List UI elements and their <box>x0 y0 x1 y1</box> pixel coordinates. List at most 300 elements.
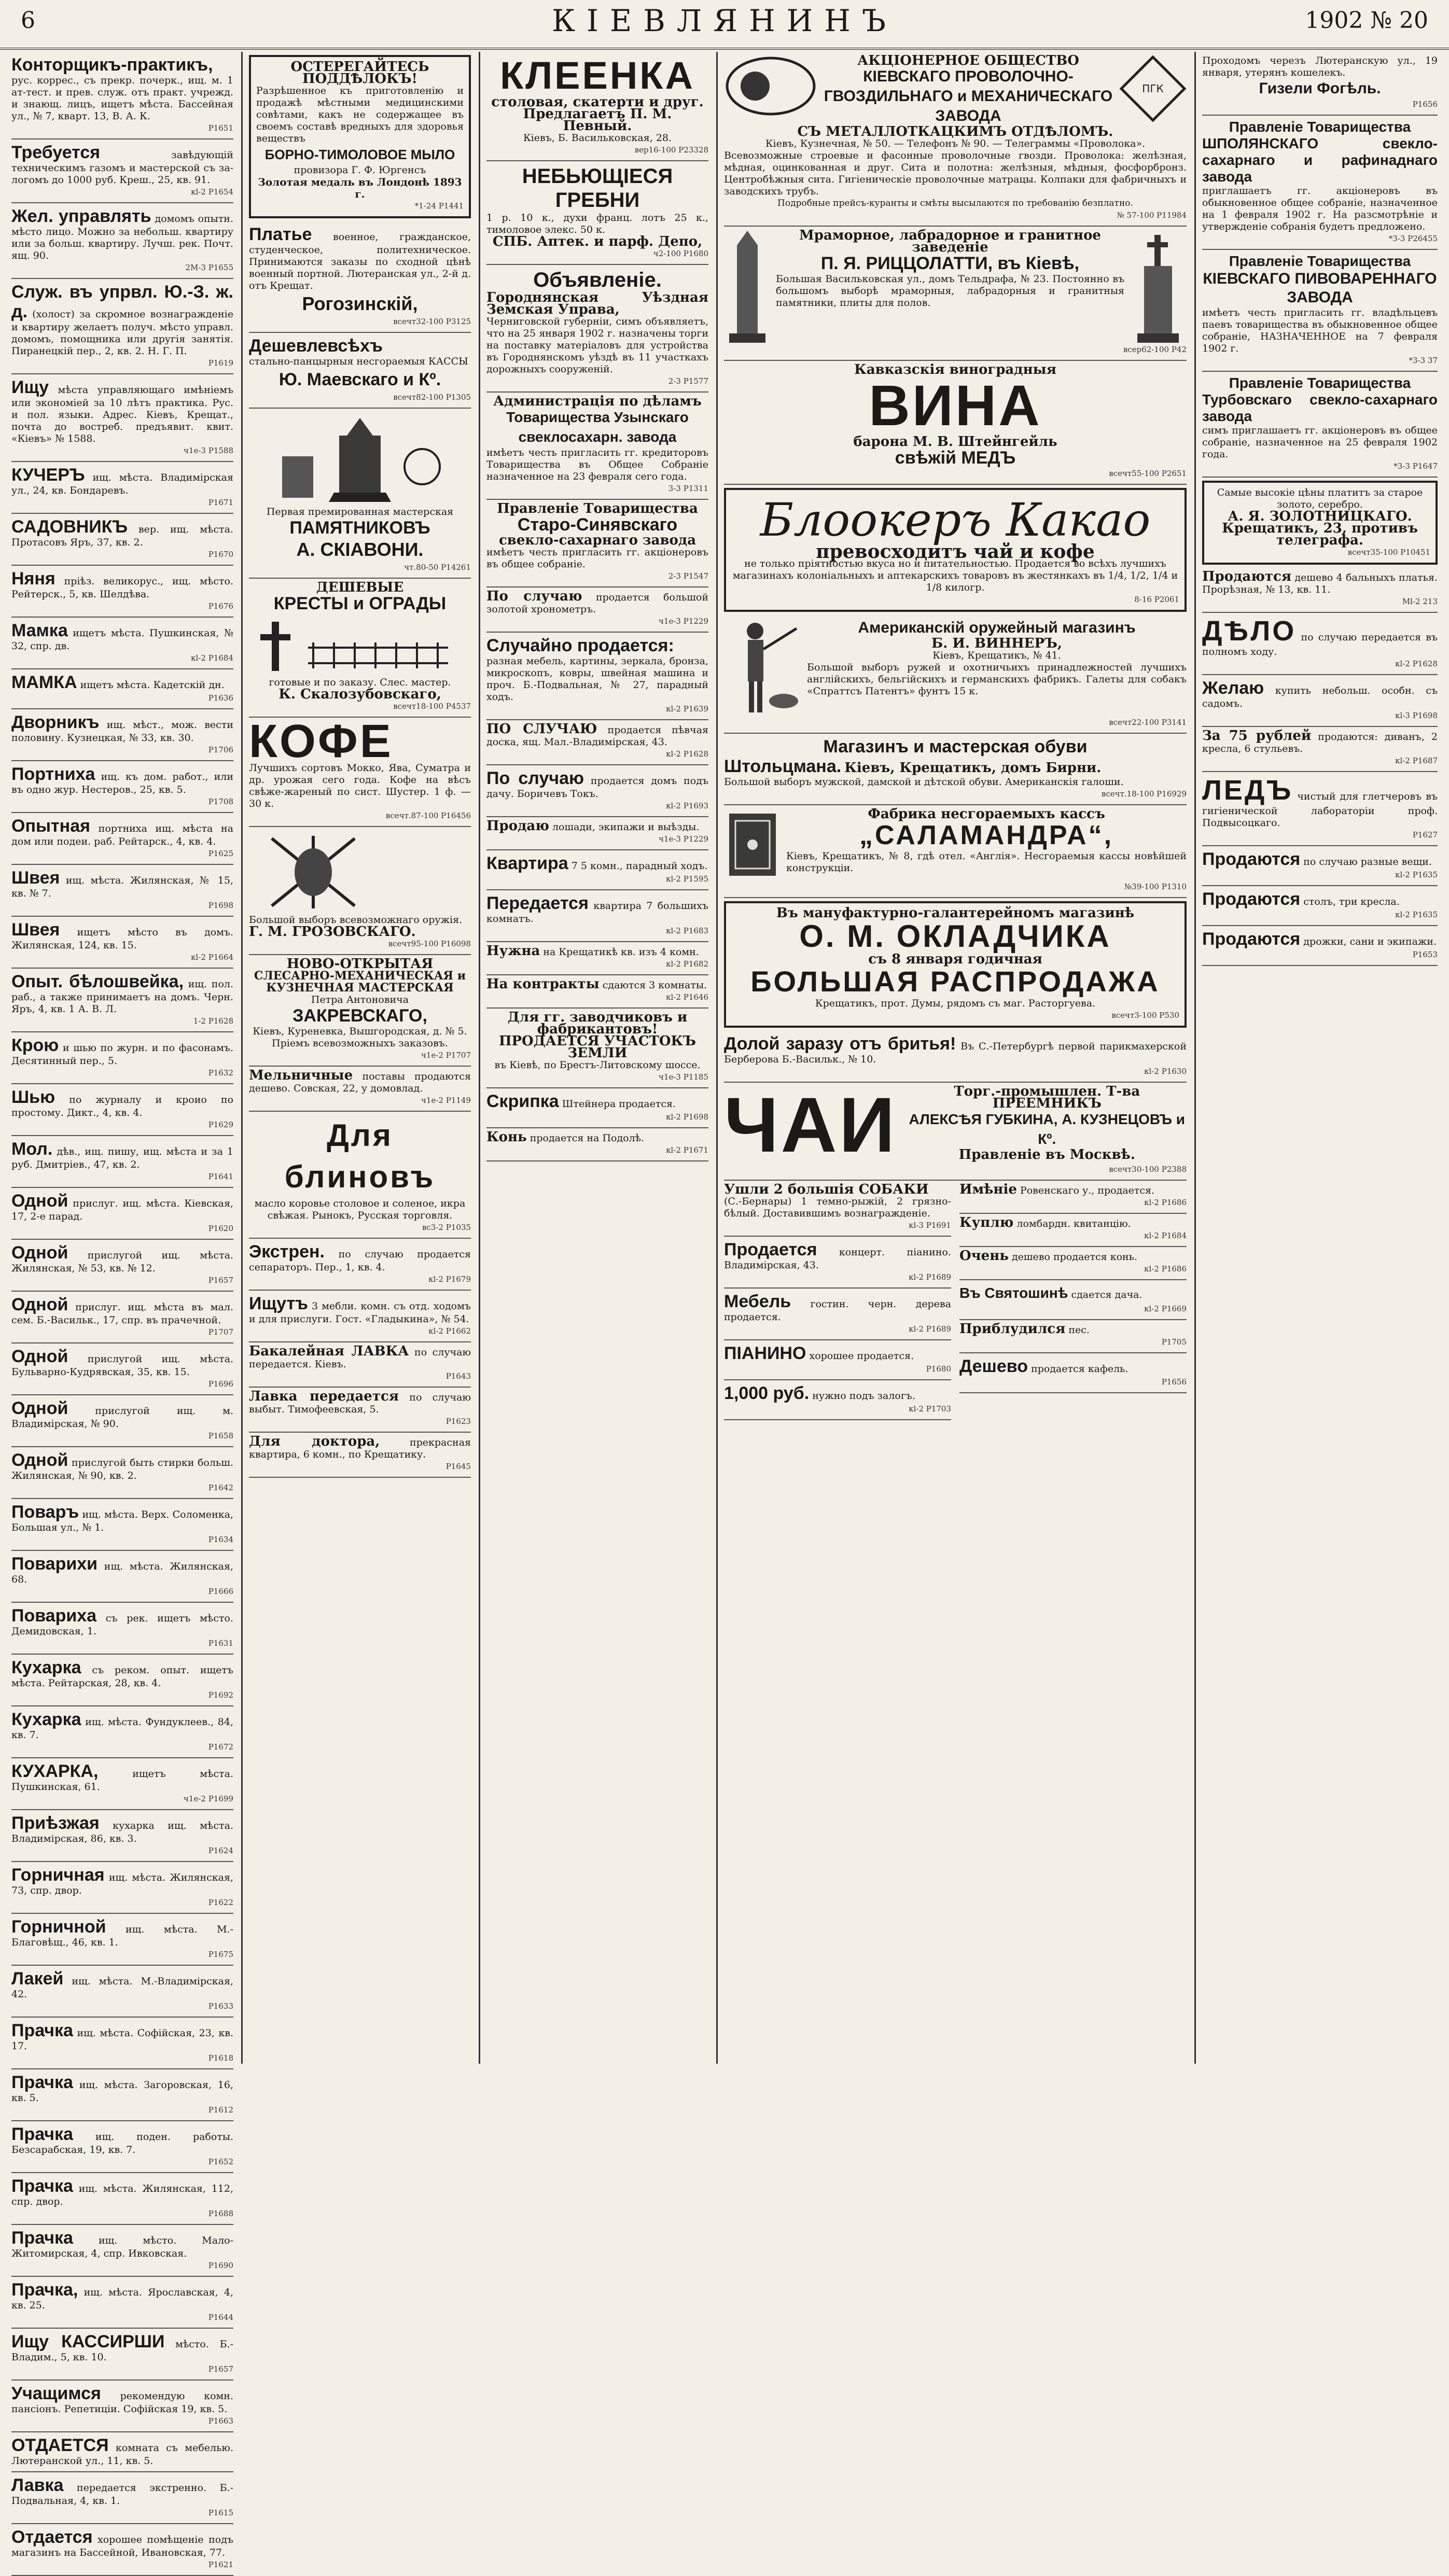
ad-name: Штольцмана. <box>724 757 842 776</box>
ad-code: всечт.18-100 Р16929 <box>1101 789 1187 799</box>
ad-owner: Петра Антоновича <box>311 994 409 1005</box>
ad-maker: барона М. В. Штейнгейль <box>853 434 1057 450</box>
ad-text: продается пѣвчая доска, ящ. Мал.-Владимірская, 43. <box>486 724 708 748</box>
ad-head: Горничная <box>11 1865 105 1885</box>
ad-text: чистый для глетчеровъ въ гигіенической лабораторіи проф. Подвысоцкаго. <box>1202 791 1438 829</box>
prodaetsya-ad <box>724 1237 951 1289</box>
zavod-ad <box>486 1009 708 1088</box>
weapons-illustration <box>249 833 471 911</box>
classified-ad <box>11 374 233 462</box>
ad-text: продается большой золотой хронометръ. <box>486 592 709 615</box>
classified-ad <box>11 1240 233 1292</box>
ad-addr: Кіевъ, Крещатикъ, № 41. <box>932 650 1061 661</box>
ad-text: ищ. мѣста. Загоровская, 16, кв. 5. <box>11 2079 233 2104</box>
ad-product: БОРНО-ТИМОЛОВОЕ МЫЛО <box>264 147 455 162</box>
factory-emblem-icon <box>724 55 817 117</box>
ad-text: ищ. мѣста. Фундуклеев., 84, кв. 7. <box>11 1716 233 1741</box>
monument-left-illustration <box>724 230 771 344</box>
ad-name: Рогозинскій, <box>302 293 418 314</box>
workshop-ad <box>249 955 471 1067</box>
ad-code: кl-2 Р1684 <box>1144 1231 1187 1240</box>
ad-code: 2М-3 Р1655 <box>185 263 233 272</box>
ad-text: готовые и по заказу. Слес. мастер. <box>269 677 451 688</box>
ad-head: Передается <box>486 893 589 913</box>
mill-ad <box>249 1067 471 1112</box>
ad-head: Служ. въ упрвл. Ю.-З. ж. д. <box>11 282 233 321</box>
ad-text: прислуг. ищ. мѣста. Кіевская, 17, 2-е парад. <box>11 1198 233 1222</box>
okladchik-ad <box>724 901 1187 1028</box>
classified-ad <box>11 1603 233 1655</box>
classified-ad <box>11 203 233 279</box>
ad-head: ДѢЛО <box>1202 615 1297 647</box>
ad-text: военное, гражданское, студенческое, политехническое. Принимаются заказы по сходной цѣнѣ военный портной. Лютеранская ул., 2-й д. отъ Крещат. <box>249 231 471 291</box>
classified-ad <box>11 1810 233 1862</box>
marble-ad <box>724 227 1187 361</box>
kon-ad <box>486 1128 708 1161</box>
ad-code: кl-2 Р1679 <box>428 1275 471 1284</box>
ad-text: масло коровье столовое и соленое, икра свѣжая. Рынокъ, Русская торговля. <box>254 1198 466 1221</box>
ad-text: ищ. къ дом. работ., или въ одно жур. Нестеров., 25, кв. 5. <box>11 771 233 795</box>
mebel-ad <box>724 1289 951 1340</box>
monument-illustration <box>249 415 471 503</box>
ad-text: продается домъ подъ дачу. Боричевъ Токъ. <box>486 775 708 800</box>
ad-code: Р1615 <box>208 2508 233 2517</box>
ad-head: Продаются <box>1202 569 1292 584</box>
ad-head: Скрипка <box>486 1091 559 1111</box>
ad-head: Одной <box>11 1191 68 1211</box>
ad-code: кl-2 Р1687 <box>1395 756 1438 765</box>
ad-head: Американскій оружейный магазинъ <box>858 619 1136 636</box>
ad-head: ЛЕДЪ <box>1202 775 1293 806</box>
ad-code: Р1642 <box>208 1483 233 1492</box>
ad-code: Р1636 <box>208 693 233 703</box>
ad-code: кl-2 Р1683 <box>666 926 708 935</box>
ad-place: Правленіе въ Москвѣ. <box>958 1147 1135 1163</box>
column-rule <box>241 52 243 2064</box>
classified-ad <box>11 1292 233 1343</box>
ad-text: домомъ опытн. мѣсто лицо. Можно за небольш. квартиру или за больш. квартиру. Лучш. рек. Почт. ящ. 90. <box>11 213 233 261</box>
ad-head: Продаю <box>486 818 549 834</box>
ad-code: Р1653 <box>1412 950 1438 959</box>
hunter-with-dog-illustration <box>724 618 802 717</box>
ad-text: ищ. мѣста. М.-Владимірская, 42. <box>11 1976 233 2000</box>
ad-head: Дешево <box>959 1356 1028 1376</box>
classified-ad <box>11 52 233 139</box>
ad-head: Жел. управлять <box>11 206 151 226</box>
delo-ad <box>1202 613 1438 675</box>
ad-head: Платье <box>249 225 312 244</box>
ad-code: кl-2 Р1630 <box>1144 1067 1187 1076</box>
ad-tagline: превосходитъ чай и кофе <box>816 541 1095 563</box>
ad-text: продается кафель. <box>1031 1363 1128 1375</box>
ad-code: Р1690 <box>208 2261 233 2270</box>
ad-text: ищетъ мѣсто въ домъ. Жилянская, 124, кв. 15. <box>11 927 233 951</box>
ad-code: всечт82-100 Р1305 <box>393 393 471 402</box>
ad-head: Для блиновъ <box>284 1118 436 1194</box>
ad-text: съ реком. опыт. ищетъ мѣста. Рейтарская, 28, кв. 4. <box>11 1664 233 1689</box>
ad-text: лошади, экипажи и выѣзды. <box>552 821 700 833</box>
ad-head: Дешевлевсѣхъ <box>249 336 383 356</box>
classified-ad <box>11 279 233 374</box>
ad-head: Няня <box>11 569 55 589</box>
ad-head: Одной <box>11 1450 68 1470</box>
ad-head: Экстрен. <box>249 1242 325 1262</box>
ad-code: кl-2 Р1628 <box>666 749 708 759</box>
deshevo-ad <box>959 1353 1187 1393</box>
classified-ad <box>11 2329 233 2381</box>
ad-text: продается на Подолѣ. <box>530 1132 645 1144</box>
ad-title: ДЕШЕВЫЕ <box>316 580 404 595</box>
ad-code: кl-2 Р1669 <box>1144 1304 1187 1313</box>
classified-ad <box>11 969 233 1032</box>
ad-head: Портниха <box>11 764 95 784</box>
ad-text: имѣетъ честь пригласить гг. владѣльцевъ паевъ товарищества въ обыкновенное общее собраніе, НАЗНАЧЕННОЕ на 7 февраля 1902 г. <box>1202 307 1438 354</box>
imenie-ad <box>959 1181 1187 1214</box>
lavka-ad <box>249 1388 471 1433</box>
ad-code: кl-2 Р1689 <box>909 1272 951 1282</box>
ad-head: Поваръ <box>11 1502 79 1522</box>
issue-number: 1902 № 20 <box>1305 7 1428 34</box>
ad-text: рекомендую комн. пансіонъ. Репетиціи. Софійская 19, кв. 5. <box>11 2390 233 2415</box>
classified-ad <box>11 1966 233 2018</box>
ad-sub: ПРОДАЕТСЯ УЧАСТОКЪ ЗЕМЛИ <box>498 1033 696 1061</box>
ad-code: Р1657 <box>208 1276 233 1285</box>
ad-head: Для доктора, <box>249 1434 380 1449</box>
blini-ad <box>249 1112 471 1239</box>
ad-text: стально-панцырныя несгораемыя КАССЫ <box>249 356 468 367</box>
sinyava-ad <box>486 500 708 587</box>
pianino2-ad <box>724 1340 951 1380</box>
ochen-ad <box>959 1247 1187 1280</box>
ad-title: Кавказскія виноградныя <box>854 362 1056 377</box>
ad-text: 3 мебли. комн. съ отд. ходомъ и для прислуги. Гост. «Гладыкина», № 54. <box>249 1300 471 1325</box>
ad-code: ч1е-2 Р1699 <box>184 1794 233 1803</box>
ad-head: МАМКА <box>11 673 77 692</box>
ad-code: всер62-100 Р42 <box>1123 345 1187 354</box>
ad-code: Р1698 <box>208 901 233 910</box>
ad-code: ч1е-3 Р1588 <box>184 446 233 455</box>
ad-code: Мl-2 213 <box>1402 597 1438 606</box>
ad-text: (С.-Бернары) 1 темно-рыжій, 2 грязно-бѣлый. Доставившимъ вознагражденіе. <box>724 1196 951 1219</box>
ad-head: Бакалейная ЛАВКА <box>249 1343 409 1359</box>
ad-code: вер16-100 Р23328 <box>634 145 708 155</box>
ad-text: Кіевъ, Куреневка, Вышгородская, д. № 5. Пріемъ всевозможныхъ заказовъ. <box>253 1026 467 1049</box>
nuzhna-ad <box>486 942 708 975</box>
ad-name: АЛЕКСѢЯ ГУБКИНА, А. КУЗНЕЦОВЪ и Кº. <box>909 1111 1186 1147</box>
ad-head: Отдается <box>11 2527 93 2547</box>
safes-ad <box>249 333 471 409</box>
ad-text: хорошее помѣщеніе подъ магазинъ на Бассейной, Ивановская, 77. <box>11 2534 233 2558</box>
classified-ad <box>11 1084 233 1136</box>
ad-text: по случаю продается сепараторъ. Пер., 1, кв. 4. <box>249 1249 471 1273</box>
ad-code: *3-3 Р26455 <box>1388 234 1438 243</box>
classified-ad <box>11 566 233 618</box>
ad-footer: Подробные прейсъ-куранты и смѣты высылаются по требованію безплатно. <box>777 198 1133 208</box>
ad-text: Самые высокіе цѣны платитъ за старое золото, серебро. <box>1217 487 1423 510</box>
ad-text: Лучшихъ сортовъ Мокко, Ява, Суматра и др. урожая сего года. Кофе на вѣсъ свѣже-жареный по сист. Шустер. 1 ф. — 30 к. <box>249 762 471 809</box>
ad-head: Дворникъ <box>11 712 100 732</box>
ad-code: Р1641 <box>208 1172 233 1181</box>
ad-text: Кіевъ, Крещатикъ, № 8, гдѣ отел. «Англія». Несгораемыя кассы новѣйшей конструкціи. <box>786 850 1187 874</box>
ad-code: Р1663 <box>208 2416 233 2426</box>
ad-head: Блоокеръ Какао <box>760 493 1151 547</box>
ad-text: Проходомъ черезъ Лютеранскую ул., 19 января, утерянъ кошелекъ. <box>1202 55 1438 78</box>
classified-ad <box>11 2121 233 2173</box>
ad-text: сдается дача. <box>1071 1289 1143 1300</box>
ad-head: Мельничные <box>249 1068 353 1083</box>
ad-head: ВИНА <box>869 374 1042 438</box>
ad-head: Прачка <box>11 2124 73 2144</box>
ad-text: ищ. мѣст., мож. вести половину. Кузнецкая, № 33, кв. 30. <box>11 719 233 744</box>
ad-text: Кіевъ, Б. Васильковская, 28. <box>523 132 672 144</box>
ad-code: *3-3 37 <box>1409 356 1438 365</box>
ad-head: Квартира <box>486 853 568 873</box>
ad-text: ищ. мѣста. Жилянская, 112, спр. двор. <box>11 2183 233 2207</box>
ad-head: По случаю <box>486 589 582 604</box>
doctor-ad <box>249 1433 471 1478</box>
ad-sub: ПРЕЕМНИКЪ <box>992 1096 1102 1111</box>
ad-code: № 57-100 Р11984 <box>1117 211 1187 220</box>
classified-ad <box>11 1499 233 1551</box>
ad-code: Р1666 <box>208 1587 233 1596</box>
ad-code: Р1680 <box>926 1364 951 1374</box>
ad-text: ищетъ мѣста. Пушкинская, 61. <box>11 1768 233 1793</box>
ad-sub: столовая, скатерти и друг. <box>491 94 704 110</box>
classified-ad <box>11 2472 233 2524</box>
ad-text: ломбардн. квитанцію. <box>1016 1218 1131 1229</box>
ad-head: Нужна <box>486 943 540 959</box>
shoe-shop-ad <box>724 734 1187 805</box>
ad-head: Ищу КАССИРШИ <box>11 2332 165 2351</box>
ad-code: №39-100 Р1310 <box>1124 882 1187 891</box>
ad-code: Р1621 <box>208 2560 233 2569</box>
ad-text: Большая Васильковская ул., домъ Тельдрафа, № 23. Постоянно въ большомъ выборѣ мраморныя, лабрадорныя и гранитныя памятники, плиты для полов. <box>776 273 1124 309</box>
ad-text: Большой выборъ ружей и охотничьихъ принадлежностей лучшихъ англійскихъ, бельгійскихъ и германскихъ фабрикъ. Галеты для собакъ «Спраттсъ Патентъ» фунтъ 15 к. <box>807 662 1187 697</box>
ad-text: 1 р. 10 к., духи франц. лотъ 25 к., тимоловое элекс. 50 к. <box>486 212 708 235</box>
ad-name: А. Я. ЗОЛОТНИЦКАГО. <box>1228 509 1412 524</box>
tailor-ad <box>249 221 471 333</box>
small-ads-grid <box>724 1181 1187 1420</box>
ad-head: Мамка <box>11 621 68 640</box>
ad-code: чт.80-50 Р14261 <box>404 563 471 572</box>
ad-code: Р1708 <box>208 797 233 806</box>
ad-text: ищетъ мѣста. Кадетскій дн. <box>80 679 225 691</box>
ad-sub: съ 8 января годичная <box>868 951 1042 967</box>
rub-ad <box>724 1380 951 1420</box>
safe-illustration <box>724 808 781 881</box>
ad-head: Конторщикъ-практикъ, <box>11 55 213 75</box>
classified-ad <box>11 2381 233 2432</box>
ad-head: Швея <box>11 920 60 940</box>
classified-ad <box>11 1395 233 1447</box>
prodayu-ad <box>486 817 708 850</box>
ad-code: Р1625 <box>208 849 233 858</box>
ad-head: Лавка передается <box>249 1389 399 1404</box>
ad-head: Прачка <box>11 2073 73 2092</box>
ad-head: Имѣніе <box>959 1182 1017 1197</box>
ad-code: ч1е-3 Р1185 <box>659 1072 708 1082</box>
classified-ad <box>11 1706 233 1758</box>
ad-title: Правленіе Товарищества <box>497 501 698 516</box>
classified-ad <box>11 2069 233 2121</box>
ad-code: Р1672 <box>208 1742 233 1752</box>
ad-head: Желаю <box>1202 678 1264 698</box>
ad-text: комната съ мебелью. Лютеранской ул., 11, кв. 5. <box>11 2442 234 2467</box>
classified-ad <box>11 1343 233 1395</box>
column-2 <box>244 52 476 2064</box>
ad-title: Правленіе Товарищества <box>1229 375 1411 391</box>
ad-head: За 75 рублей <box>1202 728 1312 744</box>
pianino-ad <box>486 720 708 765</box>
ad-code: Р1670 <box>208 550 233 559</box>
ad-code: кl-2 Р1664 <box>191 953 233 962</box>
ad-code: Р1676 <box>208 601 233 611</box>
ad-title: ОСТЕРЕГАЙТЕСЬ ПОДДѢЛОКЪ! <box>290 59 429 87</box>
ad-head: Поварихи <box>11 1554 98 1574</box>
ad-head: Въ Святошинѣ <box>959 1285 1068 1301</box>
ad-code: кl-2 Р1628 <box>1395 659 1438 668</box>
classified-ad <box>11 2225 233 2277</box>
ad-title: АКЦІОНЕРНОЕ ОБЩЕСТВО <box>857 53 1079 68</box>
zemstvo-announcement <box>486 265 708 393</box>
extra-ad <box>249 1239 471 1291</box>
prod3-ad <box>1202 886 1438 926</box>
classified-ad <box>11 1551 233 1603</box>
ad-text: (холост) за скромное вознагражденіе и квартиру желаетъ получ. мѣсто управл. домомъ, помощника или другія занятія. Пиранецкій пер., 2, кв. 2. Н. Г. П. <box>11 309 233 357</box>
ad-code: 1-2 Р1628 <box>193 1016 233 1026</box>
ad-code: 2-3 Р1547 <box>668 571 708 581</box>
ad-head: ПО СЛУЧАЮ <box>486 721 597 737</box>
ad-code: Р1631 <box>208 1639 233 1648</box>
tea-ad <box>724 1083 1187 1181</box>
ad-code: кl-2 Р1662 <box>428 1326 471 1336</box>
salamander-ad <box>724 805 1187 898</box>
ad-text: по случаю передается въ полномъ ходу. <box>1202 632 1438 657</box>
ad-head: „САЛАМАНДРА“, <box>859 820 1114 850</box>
classified-ad <box>11 1188 233 1240</box>
bakery-ad <box>249 1342 471 1388</box>
classified-ad <box>11 2018 233 2069</box>
ad-head: Ищутъ <box>249 1294 308 1313</box>
ad-head: Прачка <box>11 2021 73 2040</box>
classified-ad <box>11 462 233 514</box>
ad-code: ч1е-2 Р1707 <box>421 1051 471 1060</box>
ad-text: и шью по журн. и по фасонамъ. Десятинный пер., 5. <box>11 1042 233 1067</box>
ad-text: съ рек. ищетъ мѣсто. Демидовская, 1. <box>11 1613 233 1637</box>
violin-ad <box>486 1088 708 1128</box>
column-1-classifieds <box>6 52 239 2569</box>
ad-text: ищ. мѣста. Жилянская, 68. <box>11 1561 233 1585</box>
ad-text: Крещатикъ, прот. Думы, рядомъ съ маг. Расторгуева. <box>815 998 1096 1009</box>
ad-head: Ушли 2 большія СОБАКИ <box>724 1182 929 1197</box>
ad-head: Старо-Синявскаго <box>517 515 678 535</box>
zhelayu-ad <box>1202 675 1438 727</box>
monument-right-illustration <box>1130 230 1187 344</box>
ad-head: Долой заразу отъ бритья! <box>724 1034 956 1054</box>
classified-ad <box>11 917 233 969</box>
ad-text: имѣетъ честь пригласить гг. акціонеровъ въ общее собраніе. <box>486 547 708 570</box>
small-ads-right <box>959 1181 1187 1420</box>
ad-text: хорошее продается. <box>809 1350 914 1362</box>
kontrakty-ad <box>486 975 708 1009</box>
ad-text: 7 5 комн., парадный ходъ. <box>571 860 708 872</box>
ad-text: дешево 4 бальныхъ платья. Прорѣзная, № 13, кв. 11. <box>1202 572 1438 595</box>
ad-text: ищ. мѣста. М.-Благовѣщ., 46, кв. 1. <box>11 1924 233 1948</box>
ad-text: на Крещатикѣ кв. изъ 4 комн. <box>543 946 699 958</box>
ad-head: Лакей <box>11 1969 64 1989</box>
ad-code: Р1706 <box>208 745 233 754</box>
trademark-emblem-icon <box>1119 55 1187 122</box>
sluchaino-ad <box>486 633 708 720</box>
ad-code: Р1696 <box>208 1379 233 1389</box>
ad-head: ЧАИ <box>724 1081 897 1168</box>
column-4 <box>719 52 1192 2064</box>
classified-ad <box>11 1032 233 1084</box>
ad-code: Р1707 <box>208 1327 233 1337</box>
ad-sub: СЪ МЕТАЛЛОТКАЦКИМЪ ОТДѢЛОМЪ. <box>797 124 1113 139</box>
ad-name: Б. И. ВИННЕРЪ, <box>931 636 1062 651</box>
ad-text: сдаются 3 комнаты. <box>602 979 707 991</box>
classified-ad <box>11 2173 233 2225</box>
ad-head: Прачка, <box>11 2280 78 2300</box>
ad-code: Р1632 <box>208 1068 233 1077</box>
ad-text: по журналу и кроио по простому. Дикт., 4, кв. 4. <box>11 1094 233 1118</box>
ad-code: всечт30-100 Р2388 <box>1109 1165 1187 1174</box>
ad-title: НОВО-ОТКРЫТАЯ <box>286 956 434 972</box>
ad-head: Учащимся <box>11 2384 101 2403</box>
ad-code: Р1619 <box>208 358 233 368</box>
ad-head: Случайно продается: <box>486 636 674 655</box>
ad-text: ищ. мѣсто. Мало-Житомирская, 4, спр. Ивковская. <box>11 2235 233 2259</box>
ad-code: кl-2 Р1686 <box>1144 1264 1187 1273</box>
ad-head: КІЕВСКАГО ПРОВОЛОЧНО-ГВОЗДИЛЬНАГО и МЕХАНИЧЕСКАГО ЗАВОДА <box>824 68 1113 124</box>
column-3 <box>481 52 714 2064</box>
peredaet-ad <box>486 890 708 942</box>
ad-text: прислугой ищ. м. Владимірская, № 90. <box>11 1405 233 1430</box>
classified-ad <box>11 514 233 566</box>
ad-text: прислугой ищ. мѣста. Жилянская, № 53, кв. № 12. <box>11 1250 234 1274</box>
ad-code: Р1675 <box>208 1950 233 1959</box>
ad-maker: Ю. Маевскаго и Кº. <box>278 370 441 389</box>
ad-code: кl-2 Р1693 <box>666 801 708 810</box>
ad-text: прислугой ищ. мѣста. Бульварно-Кудрявская, 35, кв. 15. <box>11 1353 234 1378</box>
ad-text: ищ. мѣста. Верх. Соломенка, Большая ул., № 1. <box>11 1509 234 1533</box>
ad-text: портниха ищ. мѣста на дом или подеи. раб. Рейтарск., 4, кв. 4. <box>11 823 233 847</box>
ad-text: приглашаетъ гг. акціонеровъ въ обыкновенное общее собраніе, назначенное на 1 февраля 1902 г. На разсмотрѣніе и утвержденіе собранія будетъ предложено. <box>1202 185 1438 232</box>
ad-head: Продаются <box>1202 929 1301 949</box>
ad-head: Мебель <box>724 1292 791 1311</box>
ad-code: Р1629 <box>208 1120 233 1129</box>
ad-addr: Кіевъ, Крещатикъ, домъ Бирни. <box>844 760 1102 776</box>
ad-code: Р1656 <box>1412 100 1438 109</box>
ad-addr: Крещатикъ, 23, противъ телеграфа. <box>1222 521 1418 548</box>
ad-head: Куплю <box>959 1215 1014 1230</box>
ad-maker: провизора Г. Ф. Юргенсъ <box>294 164 426 176</box>
ad-maker: СПБ. Аптек. и парф. Депо, <box>492 234 703 249</box>
prod4-ad <box>1202 926 1438 966</box>
brewery-ad <box>1202 250 1438 372</box>
ad-name: А. СКІАВОНИ. <box>296 539 424 560</box>
ad-head: Турбовскаго свекло-сахарнаго завода <box>1202 391 1438 424</box>
ad-head: Требуется <box>11 143 101 162</box>
ad-code: Р1657 <box>208 2364 233 2374</box>
column-5 <box>1197 52 1443 2064</box>
ad-text: по случаю передается. Кіевъ. <box>249 1347 471 1370</box>
dogs-ad <box>724 1181 951 1237</box>
ad-text: Большой выборъ всевозможнаго оружія. <box>249 914 463 926</box>
classified-ad <box>11 813 233 865</box>
ad-text: Черниговской губерніи, симъ объявляетъ, что на 25 января 1902 г. назначены торги на поставку матеріаловъ для устройства въ Городнянскомъ уѣздѣ въ 11 участкахъ дорожныхъ сооруженій. <box>486 316 708 375</box>
